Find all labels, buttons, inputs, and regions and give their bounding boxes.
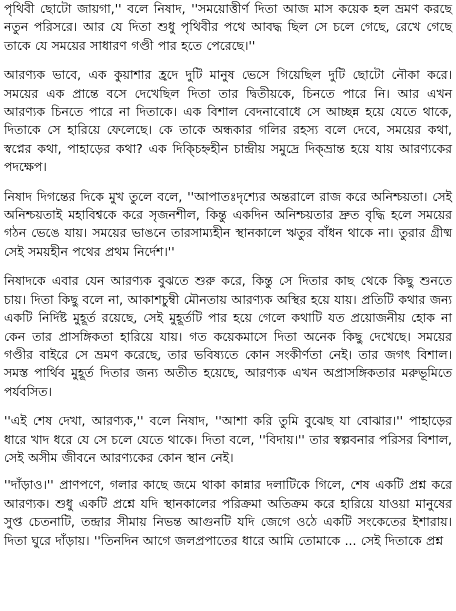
paragraph-2: আরণ্যক ভাবে, এক কুয়াশার হ্রদে দুটি মানুষ ভেসে গিয়েছিল দুটি ছোটো নৌকা করে। সময়ের এক প্রান্তে বসে দেখেছিল দিতা তার দ্বিতীয়কে, চিনতে পারে নি। আর এখন আরণ্যক চিনতে পারে না দিতাকে। এক বিশাল বেদনাবোধে সে আচ্ছন্ন হয়ে যেতে থাকে, দিতাকে সে হারিয়ে ফেলেছে। কে তাকে অন্ধকার গলির রহস্য বলে দেবে, সময়ের কথা, স্বপ্নের কথা, পাহাড়ের কথা? এক দিক্চিহ্নহীন চান্দ্রীয় সমুদ্রে দিক্ভ্রান্ত হয়ে যায় আরণ্যকের পদক্ষেপ। <box>4 67 452 175</box>
paragraph-gap <box>4 401 452 412</box>
paragraph-3: নিষাদ দিগন্তের দিকে মুখ তুলে বলে, ''আপাতঃদৃশ্যের অন্তরালে রাজ করে অনিশ্চয়তা। সেই অনিশ্চয়তাই মহাবিশ্বকে করে সৃজনশীল, কিন্তু একদিন অনিশ্চয়তার দ্রুত বৃদ্ধি হলে সময়ের গঠন ভেঙে যায়। সময়ের ভাঙনে তারসাম্যহীন স্থানকালে ঋতুর বাঁধন থাকে না। তুরার গ্রীষ্ম সেই সময়হীন পথের প্রথম নির্দেশ।'' <box>4 188 452 259</box>
paragraph-gap <box>4 177 452 188</box>
paragraph-5: ''এই শেষ দেখা, আরণ্যক,'' বলে নিষাদ, ''আশা করি তুমি বুঝেছ যা বোঝার।'' পাহাড়ের ধারে খাদ ধরে যে সে চলে যেতে থাকে। দিতা বলে, ''বিদায়।'' তার স্বল্পবনার পরিসর বিশাল, সেই অসীম জীবনে আরণ্যকের কোন স্থান নেই। <box>4 413 452 465</box>
paragraph-4: নিষাদকে এবার যেন আরণ্যক বুঝতে শুরু করে, কিন্তু সে দিতার কাছ থেকে কিছু শুনতে চায়। দিতা কিছু বলে না, আকাশচুম্বী মৌনতায় আরণ্যক অস্থির হয়ে যায়। প্রতিটি কথার জন্য একটি নির্দিষ্ট মুহূর্ত রয়েছে, সেই মুহূর্তটি পার হয়ে গেলে কথাটি যত প্রয়োজনীয় হোক না কেন তার প্রাসঙ্গিকতা হারিয়ে যায়। গত কয়েকমাসে দিতা অনেক কিছু দেখেছে। সময়ের গণ্ডীর বাইরে সে ভ্রমণ করেছে, তার ভবিষ্যতে কোন সংকীর্ণতা নেই। তার জগৎ বিশাল। সমস্ত পার্থিব মুহূর্ত দিতার জন্য অতীত হয়েছে, আরণ্যক এখন অপ্রাসঙ্গিকতার মরুভূমিতে পর্যবসিত। <box>4 273 452 399</box>
paragraph-gap <box>4 261 452 272</box>
paragraph-6: ''দাঁড়াও।'' প্রাণপণে, গলার কাছে জমে থাকা কান্নার দলাটিকে গিলে, শেষ একটি প্রশ্ন করে আরণ্যক। শুধু একটি প্রশ্নে যদি স্থানকালের পরিক্রমা অতিক্রম করে হারিয়ে যাওয়া মানুষের সুপ্ত চেতনাটি, তন্দ্রার সীমায় নিভন্ত আগুনটি যদি জেগে ওঠে একটি সংকেতের ইশারায়। দিতা ঘুরে দাঁড়ায়। ''তিনদিন আগে জলপ্রপাতের ধারে আমি তোমাকে ... সেই দিতাকে প্রশ্ন <box>4 477 452 548</box>
paragraph-gap <box>4 55 452 66</box>
paragraph-1: পৃথিবী ছোটো জায়গা,'' বলে নিষাদ, ''সময়োত্তীর্ণ দিতা আজ মাস কয়েক হল ভ্রমণ করছে নতুন পরিসরে। আর যে দিতা শুধু পৃথিবীর পথে আবদ্ধ ছিল সে চলে গেছে, রেখে গেছে তাকে যে সময়ের সাধারণ গণ্ডী পার হতে পেরেছে।'' <box>4 1 452 53</box>
paragraph-gap <box>4 467 452 476</box>
